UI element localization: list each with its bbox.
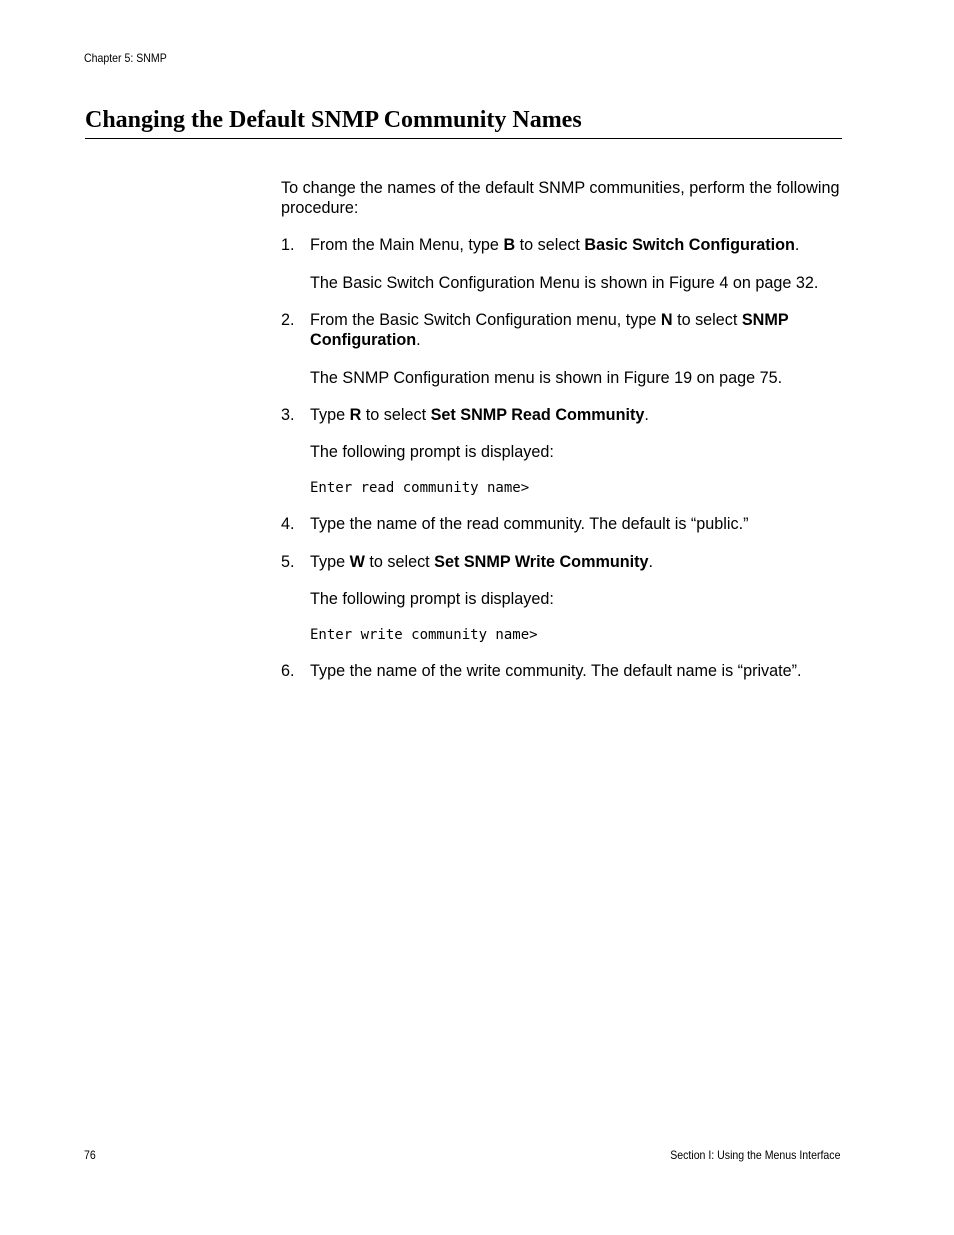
step-6	[281, 661, 851, 681]
step-note: The SNMP Configuration menu is shown in Figure 19 on page 75.	[310, 369, 783, 387]
step-text-part: to select	[672, 311, 742, 329]
step-key: W	[349, 553, 365, 571]
section-title: Changing the Default SNMP Community Names	[85, 106, 842, 139]
step-target: Set SNMP Write Community	[434, 553, 649, 571]
step-text-part: From the Main Menu, type	[310, 236, 504, 254]
step-note: The following prompt is displayed:	[310, 590, 554, 608]
step-text-part: From the Basic Switch Configuration menu, type	[310, 311, 661, 329]
step-text-part: .	[416, 331, 421, 349]
step-key: R	[349, 406, 362, 424]
step-text-part: .	[648, 553, 654, 571]
running-footer: Section I: Using the Menus Interface	[669, 1148, 840, 1162]
intro-paragraph: To change the names of the default SNMP communities, perform the following procedure:	[281, 179, 840, 217]
step-number: 5.	[281, 553, 295, 571]
step-note: The following prompt is displayed:	[310, 443, 554, 461]
step-key: B	[503, 236, 516, 254]
step-target: SNMP Configuration	[310, 311, 789, 349]
command-prompt: Enter write community name>	[310, 627, 538, 643]
step-note: The Basic Switch Configuration Menu is shown in Figure 4 on page 32.	[310, 274, 819, 292]
step-text-part: to select	[364, 553, 435, 571]
running-header: Chapter 5: SNMP	[84, 51, 167, 65]
step-text	[310, 552, 851, 572]
step-number: 1.	[281, 236, 295, 254]
step-3	[281, 405, 851, 425]
step-number: 4.	[281, 515, 295, 533]
step-text	[310, 235, 851, 255]
step-1	[281, 235, 851, 255]
step-text: Type the name of the read community. The default is “public.”	[310, 515, 749, 533]
step-text	[310, 405, 851, 425]
step-text	[310, 310, 851, 350]
procedure-body	[281, 178, 851, 681]
step-number: 3.	[281, 406, 295, 424]
step-text-part: to select	[361, 406, 431, 424]
step-target: Set SNMP Read Community	[430, 406, 645, 424]
step-number: 6.	[281, 662, 295, 680]
step-key: N	[660, 311, 673, 329]
page-number: 76	[84, 1148, 96, 1162]
step-text: Type the name of the write community. The default name is “private”.	[310, 662, 802, 680]
step-text-part: Type	[310, 406, 350, 424]
step-2	[281, 310, 851, 350]
step-target: Basic Switch Configuration	[584, 236, 795, 254]
step-text-part: .	[794, 236, 800, 254]
step-text-part: Type	[310, 553, 350, 571]
step-text-part: to select	[515, 236, 585, 254]
command-prompt: Enter read community name>	[310, 480, 530, 496]
step-4	[281, 514, 851, 534]
step-text-part: .	[644, 406, 649, 424]
step-5	[281, 552, 851, 572]
step-number: 2.	[281, 311, 295, 329]
